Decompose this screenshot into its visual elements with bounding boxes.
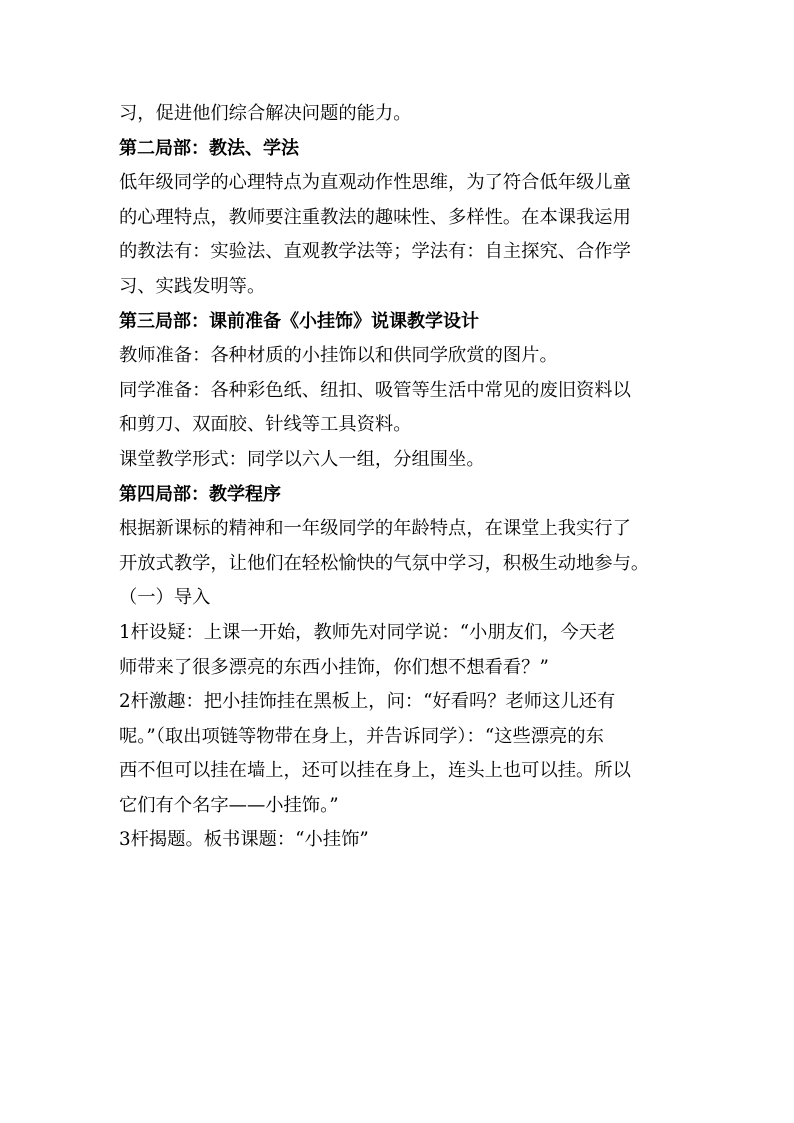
- text-line: 课堂教学形式：同学以六人一组，分组围坐。: [119, 448, 485, 470]
- text-line: 根据新课标的精神和一年级同学的年龄特点，在课堂上我实行了: [119, 518, 631, 540]
- paragraph-step-3: [119, 823, 679, 858]
- text-line: 1杆设疑：上课一开始，教师先对同学说：“小朋友们，今天老: [119, 621, 616, 643]
- heading-text: 第三局部：课前准备《小挂饰》说课教学设计: [119, 310, 479, 332]
- text-line: 同学准备：各种彩色纸、纽扣、吸管等生活中常见的废旧资料以: [119, 379, 631, 401]
- text-line: 低年级同学的心理特点为直观动作性思维，为了符合低年级儿童: [119, 172, 631, 194]
- heading-text: 第四局部：教学程序: [119, 483, 281, 505]
- paragraph-methods: [119, 166, 679, 304]
- text-line: 习，促进他们综合解决问题的能力。: [119, 103, 412, 124]
- text-line: 的教法有：实验法、直观教学法等；学法有：自主探究、合作学: [119, 241, 631, 263]
- text-line: 呢。”（取出项链等物带在身上，并告诉同学）：“这些漂亮的东: [119, 725, 604, 747]
- paragraph-step-2: [119, 685, 679, 823]
- paragraph-procedure-intro: [119, 512, 679, 581]
- heading-text: 第二局部：教法、学法: [119, 137, 299, 159]
- paragraph-step-1: [119, 616, 679, 685]
- text-line: 它们有个名字——小挂饰。”: [119, 794, 339, 816]
- text-line: 开放式教学，让他们在轻松愉快的气氛中学习，积极生动地参与。: [119, 552, 650, 574]
- section-heading-part4: [119, 478, 679, 513]
- subheading-introduction: [119, 581, 679, 616]
- section-heading-part3: [119, 305, 679, 340]
- text-line: 师带来了很多漂亮的东西小挂饰，你们想不想看看？”: [119, 656, 549, 678]
- paragraph-intro-end: [119, 97, 679, 132]
- text-line: 和剪刀、双面胶、针线等工具资料。: [119, 414, 412, 436]
- document-page: [119, 97, 679, 858]
- text-line: （一）导入: [119, 587, 211, 609]
- paragraph-student-prep: [119, 374, 679, 443]
- paragraph-class-format: [119, 443, 679, 478]
- text-line: 2杆激趣：把小挂饰挂在黑板上，问：“好看吗？老师这儿还有: [119, 691, 616, 713]
- text-line: 教师准备：各种材质的小挂饰以和供同学欣赏的图片。: [119, 345, 558, 367]
- text-line: 的心理特点，教师要注重教法的趣味性、多样性。在本课我运用: [119, 206, 631, 228]
- text-line: 西不但可以挂在墙上，还可以挂在身上，连头上也可以挂。所以: [119, 760, 631, 782]
- text-line: 习、实践发明等。: [119, 275, 266, 297]
- section-heading-part2: [119, 132, 679, 167]
- text-line: 3杆揭题。板书课题：“小挂饰”: [119, 829, 369, 851]
- paragraph-teacher-prep: [119, 339, 679, 374]
